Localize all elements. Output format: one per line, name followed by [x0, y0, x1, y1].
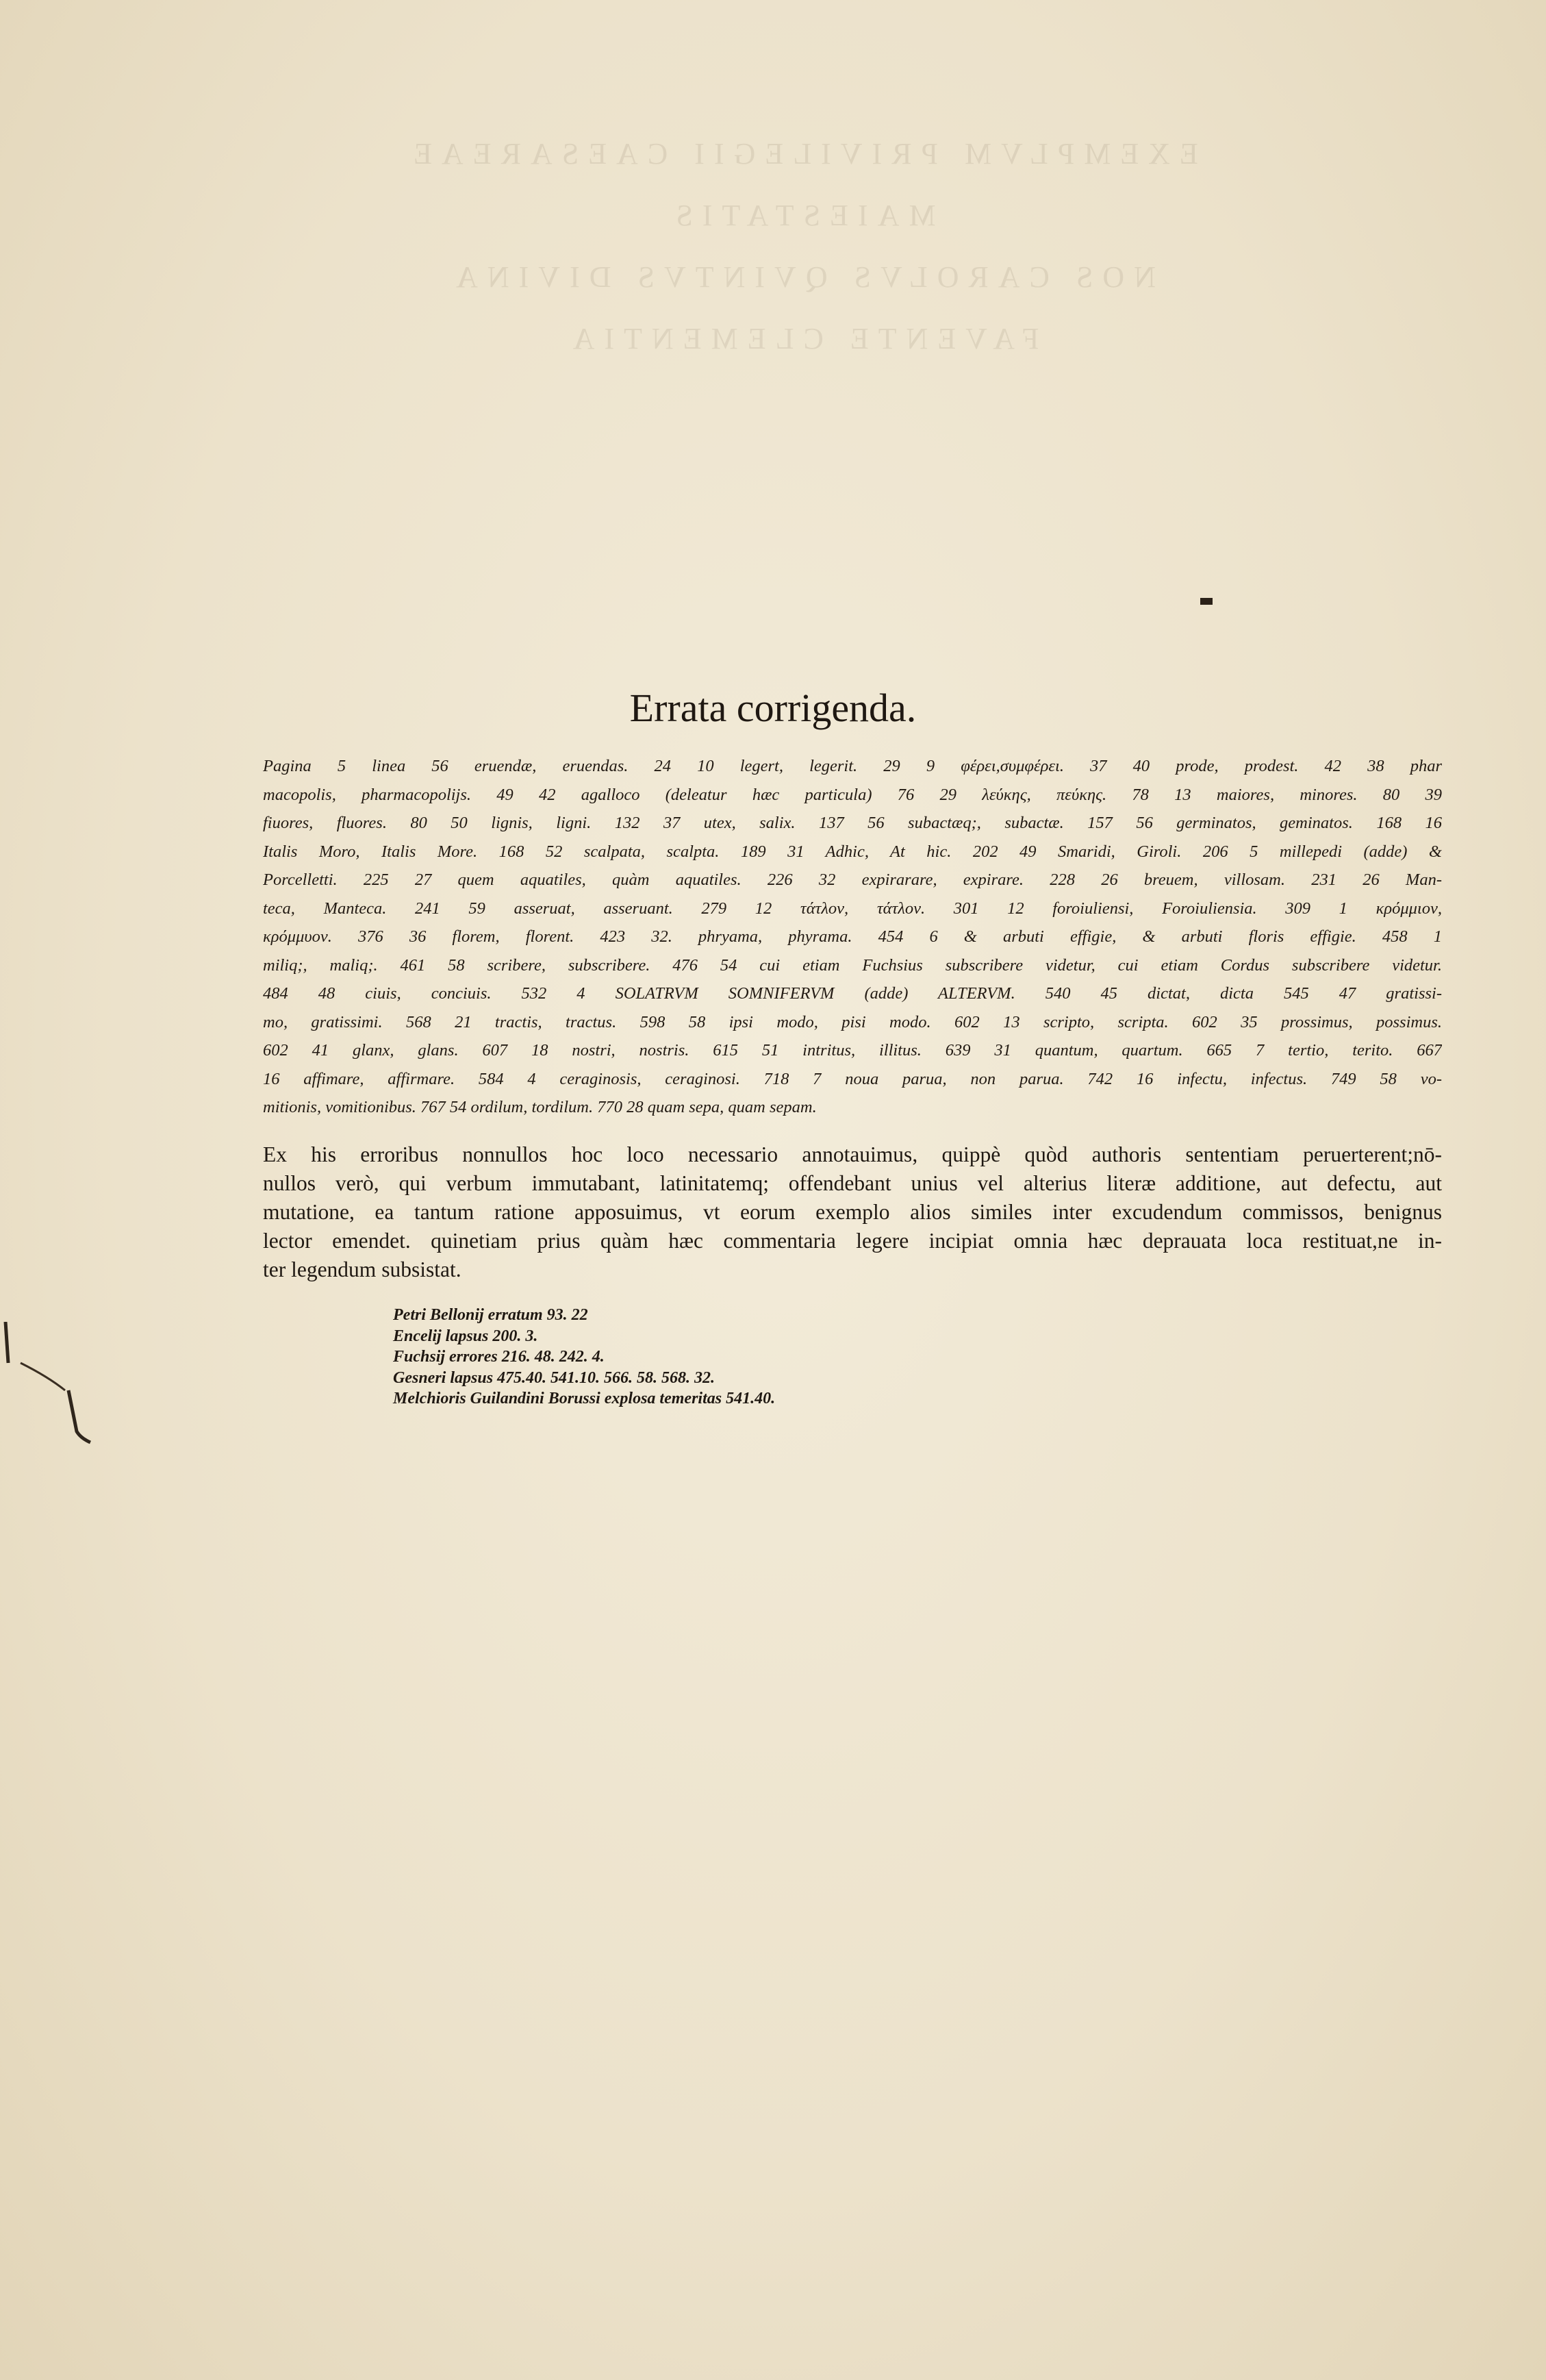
- errata-line: κρόμμυον. 376 36 florem, florent. 423 32. phryama, phyrama. 454 6 & arbuti effigie, & arbuti floris effigie. 458 1: [263, 927, 1442, 946]
- errata-line: fiuores, fluores. 80 50 lignis, ligni. 132 37 utex, salix. 137 56 subactæq;, subactæ. 157 56 germinatos, geminatos. 168 16: [263, 814, 1442, 832]
- author-index: [393, 1305, 1009, 1410]
- errata-line: teca, Manteca. 241 59 asseruat, asseruant. 279 12 τάτλον, τάτλον. 301 12 foroiuliensi, Foroiuliensia. 309 1 κρόμμιον,: [263, 899, 1442, 918]
- index-entry: Encelij lapsus 200. 3.: [393, 1327, 538, 1345]
- margin-pen-strokes: [0, 1322, 96, 1486]
- errata-line: macopolis, pharmacopolijs. 49 42 agalloco (deleatur hæc particula) 76 29 λεύκης, πεύκης. 78 13 maiores, minores. 80 39: [263, 785, 1442, 804]
- paragraph-line: ter legendum subsistat.: [263, 1257, 461, 1281]
- index-entry: Gesneri lapsus 475.40. 541.10. 566. 58. 568. 32.: [393, 1368, 715, 1387]
- paragraph-line: mutatione, ea tantum ratione apposuimus, vt eorum exemplo alios similes inter excudendum commissos, benignus: [263, 1200, 1442, 1224]
- index-entry: Melchioris Guilandini Borussi explosa temeritas 541.40.: [393, 1390, 776, 1407]
- index-entry: Fuchsij errores 216. 48. 242. 4.: [393, 1348, 605, 1366]
- note-paragraph: [263, 1140, 1442, 1284]
- index-entry: Petri Bellonij erratum 93. 22: [393, 1306, 588, 1324]
- errata-line: Porcelletti. 225 27 quem aquatiles, quàm aquatiles. 226 32 expirarare, expirare. 228 26 breuem, villosam. 231 26 Man-: [263, 870, 1442, 889]
- errata-line: mo, gratissimi. 568 21 tractis, tractus. 598 58 ipsi modo, pisi modo. 602 13 scripto, scripta. 602 35 prossimus, possimus.: [263, 1012, 1442, 1031]
- bleed-through-text: [356, 123, 1246, 411]
- paragraph-line: nullos verò, qui verbum immutabant, latinitatemq; offendebant unius vel alterius literæ additione, aut defectu, aut: [263, 1171, 1442, 1195]
- errata-line: 484 48 ciuis, conciuis. 532 4 SOLATRVM SOMNIFERVM (adde) ALTERVM. 540 45 dictat, dicta 545 47 gratissi-: [263, 984, 1442, 1003]
- errata-line: Italis Moro, Italis More. 168 52 scalpata, scalpta. 189 31 Adhic, At hic. 202 49 Smaridi, Giroli. 206 5 millepedi (adde) &: [263, 842, 1442, 861]
- errata-line: Pagina 5 linea 56 eruendæ, eruendas. 24 10 legert, legerit. 29 9 φέρει,συμφέρει. 37 40 prode, prodest. 42 38 phar: [263, 757, 1442, 775]
- ink-mark: [1200, 598, 1213, 605]
- errata-line: 16 affimare, affirmare. 584 4 ceraginosis, ceraginosi. 718 7 noua parua, non parua. 742 16 infectu, infectus. 749 58 vo-: [263, 1069, 1442, 1088]
- errata-line: miliq;, maliq;. 461 58 scribere, subscribere. 476 54 cui etiam Fuchsius subscribere videtur, cui etiam Cordus subscribere videtur.: [263, 955, 1442, 975]
- paragraph-line: Ex his erroribus nonnullos hoc loco necessario annotauimus, quippè quòd authoris sententiam peruerterent;nō-: [263, 1142, 1442, 1166]
- bleed-line-2: NOS CAROLVS QVINTVS DIVINA FAVENTE CLEMENTIA: [446, 260, 1156, 355]
- errata-line: 602 41 glanx, glans. 607 18 nostri, nostris. 615 51 intritus, illitus. 639 31 quantum, quartum. 665 7 tertio, terito. 667: [263, 1041, 1442, 1060]
- paragraph-line: lector emendet. quinetiam prius quàm hæc commentaria legere incipiat omnia hæc deprauata loca restituat,ne in-: [263, 1229, 1442, 1253]
- errata-line: mitionis, vomitionibus. 767 54 ordilum, tordilum. 770 28 quam sepa, quam sepam.: [263, 1098, 817, 1116]
- errata-list: [263, 752, 1442, 1122]
- bleed-line-1: EXEMPLVM PRIVILEGII CAESAREAE MAIESTATIS: [404, 137, 1198, 232]
- page-title: Errata corrigenda.: [629, 686, 917, 730]
